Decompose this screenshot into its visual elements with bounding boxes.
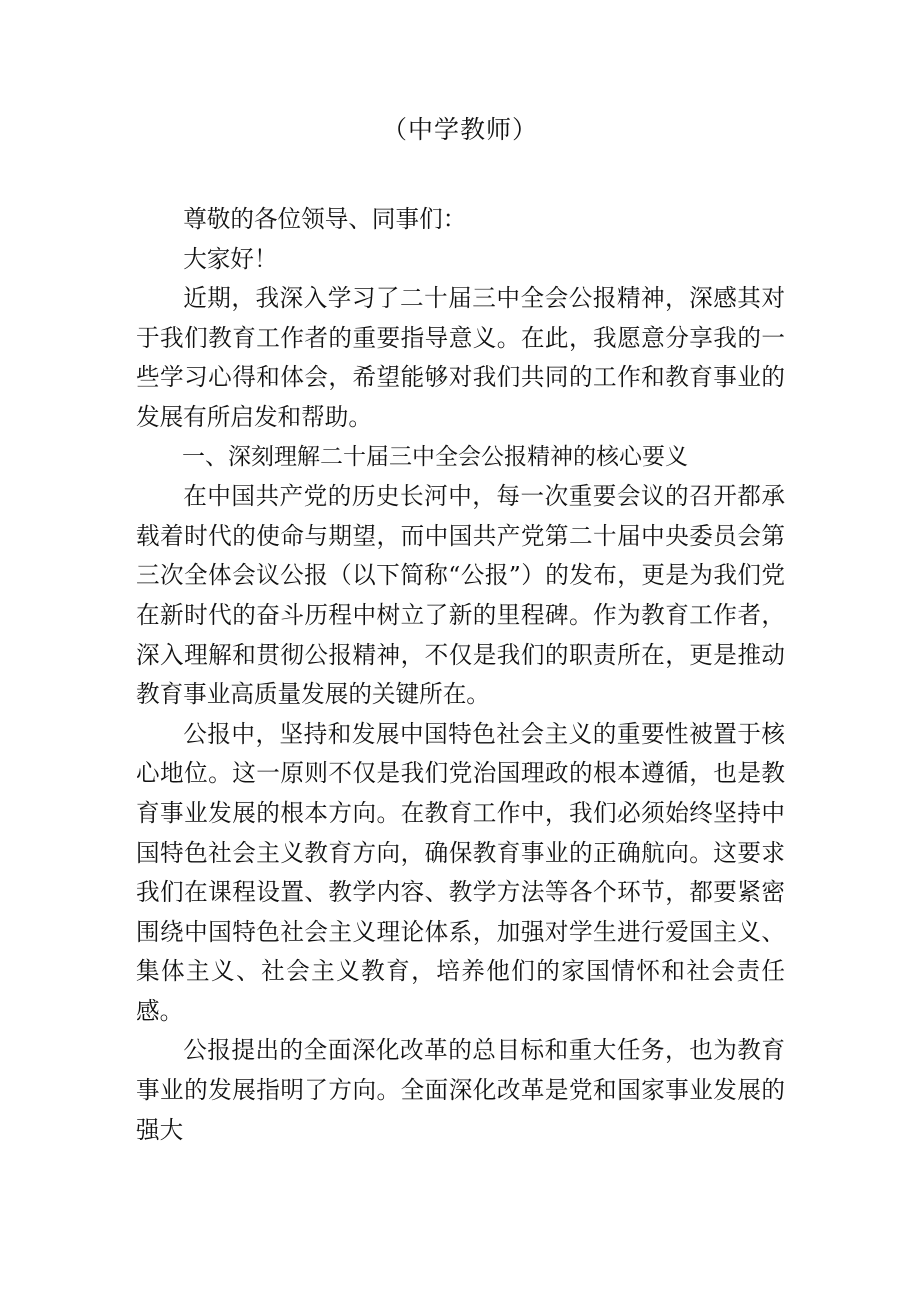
- paragraph: 公报中，坚持和发展中国特色社会主义的重要性被置于核心地位。这一原则不仅是我们党治国理政的根本遵循，也是教育事业发展的根本方向。在教育工作中，我们必须始终坚持中国特色社会主义教育方向，确保教育事业的正确航向。这要求我们在课程设置、教学内容、教学方法等各个环节，都要紧密围绕中国特色社会主义理论体系，加强对学生进行爱国主义、集体主义、社会主义教育，培养他们的家国情怀和社会责任感。: [136, 719, 785, 1025]
- paragraph: 公报提出的全面深化改革的总目标和重大任务，也为教育事业的发展指明了方向。全面深化改革是党和国家事业发展的强大: [136, 1036, 785, 1144]
- document-body: [136, 200, 785, 1150]
- greeting: 大家好！: [183, 244, 278, 273]
- salutation: 尊敬的各位领导、同事们：: [183, 205, 467, 233]
- paragraph: 在中国共产党的历史长河中，每一次重要会议的召开都承载着时代的使命与期望，而中国共产党第二十届中央委员会第三次全体会议公报（以下简称“公报”）的发布，更是为我们党在新时代的奋斗历程中树立了新的里程碑。作为教育工作者，深入理解和贯彻公报精神，不仅是我们的职责所在，更是推动教育事业高质量发展的关键所在。: [136, 482, 785, 709]
- paragraph-intro: 近期，我深入学习了二十届三中全会公报精神，深感其对于我们教育工作者的重要指导意义。在此，我愿意分享我的一些学习心得和体会，希望能够对我们共同的工作和教育事业的发展有所启发和帮助。: [136, 284, 785, 431]
- document-title: （中学教师）: [381, 115, 538, 144]
- section-heading: 一、深刻理解二十届三中全会公报精神的核心要义: [182, 443, 688, 470]
